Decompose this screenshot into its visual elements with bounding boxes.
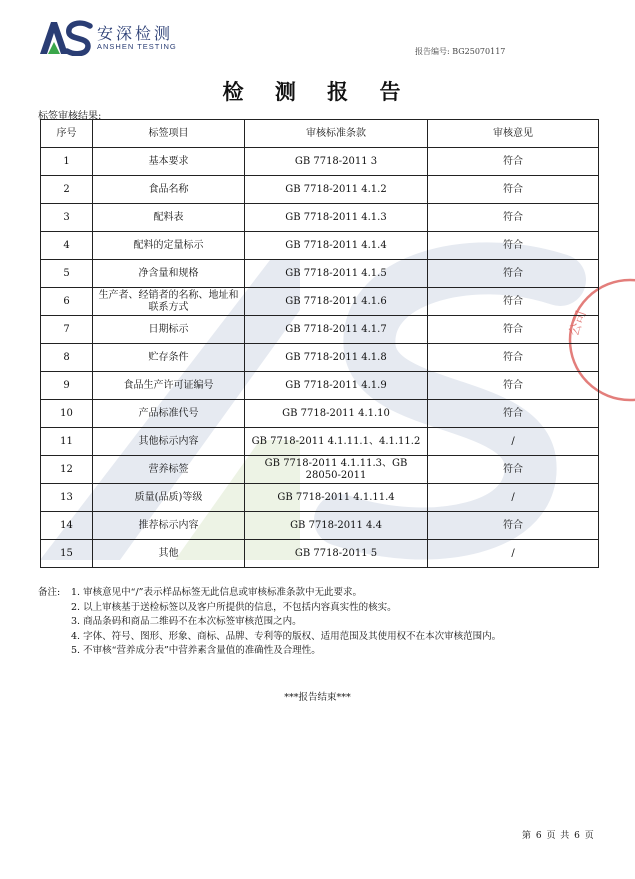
section-label: 标签审核结果:: [38, 111, 102, 122]
label-item: 配料的定量标示: [93, 232, 245, 260]
review-opinion: /: [428, 540, 599, 568]
review-opinion: 符合: [428, 232, 599, 260]
row-number: 8: [41, 344, 93, 372]
review-opinion: 符合: [428, 316, 599, 344]
review-opinion: 符合: [428, 148, 599, 176]
table-row: [41, 176, 599, 204]
column-header: 审核意见: [428, 120, 599, 148]
review-opinion: 符合: [428, 288, 599, 316]
label-item: 产品标准代号: [93, 400, 245, 428]
review-opinion: 符合: [428, 456, 599, 484]
label-item: 净含量和规格: [93, 260, 245, 288]
review-opinion: 符合: [428, 204, 599, 232]
review-opinion: 符合: [428, 176, 599, 204]
note-indent: [38, 644, 71, 659]
review-opinion: /: [428, 428, 599, 456]
standard-clause: GB 7718-2011 4.1.10: [245, 400, 428, 428]
row-number: 12: [41, 456, 93, 484]
table-row: [41, 428, 599, 456]
table-row: [41, 512, 599, 540]
review-opinion: 符合: [428, 400, 599, 428]
note-item: 3. 商品条码和商品二维码不在本次标签审核范围之内。: [71, 616, 302, 628]
report-number: 报告编号: BG25070117: [415, 47, 506, 56]
notes-section: [38, 586, 501, 659]
label-item: 其他标示内容: [93, 428, 245, 456]
standard-clause: GB 7718-2011 4.1.11.3、GB 28050-2011: [245, 456, 428, 484]
review-opinion: 符合: [428, 260, 599, 288]
row-number: 2: [41, 176, 93, 204]
report-end-marker: ***报告结束***: [284, 692, 351, 703]
row-number: 11: [41, 428, 93, 456]
standard-clause: GB 7718-2011 4.1.4: [245, 232, 428, 260]
standard-clause: GB 7718-2011 4.1.11.4: [245, 484, 428, 512]
standard-clause: GB 7718-2011 4.1.3: [245, 204, 428, 232]
label-item: 营养标签: [93, 456, 245, 484]
table-row: [41, 344, 599, 372]
notes-label: 备注:: [38, 587, 61, 598]
note-item: 4. 字体、符号、图形、形象、商标、品牌、专利等的版权、适用范围及其使用权不在本次审核范围内。: [71, 630, 502, 642]
column-header: 标签项目: [93, 120, 245, 148]
column-header: 序号: [41, 120, 93, 148]
page-number: 第 6 页 共 6 页: [522, 831, 594, 841]
table-row: [41, 316, 599, 344]
row-number: 1: [41, 148, 93, 176]
label-item: 食品名称: [93, 176, 245, 204]
table-row: [41, 456, 599, 484]
review-opinion: 符合: [428, 344, 599, 372]
column-header: 审核标准条款: [245, 120, 428, 148]
standard-clause: GB 7718-2011 4.1.6: [245, 288, 428, 316]
standard-clause: GB 7718-2011 4.1.2: [245, 176, 428, 204]
standard-clause: GB 7718-2011 4.1.9: [245, 372, 428, 400]
label-item: 日期标示: [93, 316, 245, 344]
table-row: [41, 232, 599, 260]
svg-text:公司: 公司: [566, 308, 590, 339]
review-opinion: 符合: [428, 512, 599, 540]
table-row: [41, 204, 599, 232]
row-number: 4: [41, 232, 93, 260]
row-number: 6: [41, 288, 93, 316]
label-item: 生产者、经销者的名称、地址和联系方式: [93, 288, 245, 316]
standard-clause: GB 7718-2011 3: [245, 148, 428, 176]
standard-clause: GB 7718-2011 4.1.8: [245, 344, 428, 372]
label-item: 配料表: [93, 204, 245, 232]
table-body: [41, 148, 599, 568]
table-row: [41, 148, 599, 176]
standard-clause: GB 7718-2011 4.1.5: [245, 260, 428, 288]
note-item: 5. 不审核“营养成分表”中营养素含量值的准确性及合理性。: [71, 645, 321, 657]
row-number: 3: [41, 204, 93, 232]
table-row: [41, 288, 599, 316]
table-row: [41, 372, 599, 400]
row-number: 7: [41, 316, 93, 344]
row-number: 10: [41, 400, 93, 428]
label-item: 推荐标示内容: [93, 512, 245, 540]
company-name: 安深检测: [97, 24, 174, 43]
row-number: 14: [41, 512, 93, 540]
row-number: 15: [41, 540, 93, 568]
note-item: 2. 以上审核基于送检标签以及客户所提供的信息，不包括内容真实性的核实。: [71, 601, 397, 613]
label-item: 质量(品质)等级: [93, 484, 245, 512]
standard-clause: GB 7718-2011 4.4: [245, 512, 428, 540]
standard-clause: GB 7718-2011 4.1.7: [245, 316, 428, 344]
note-indent: [38, 601, 71, 616]
company-logo-icon: [38, 20, 94, 56]
note-indent: [38, 630, 71, 645]
label-item: 基本要求: [93, 148, 245, 176]
table-row: [41, 400, 599, 428]
company-name-en: ANSHEN TESTING: [97, 42, 177, 51]
page-title: 检 测 报 告: [222, 79, 413, 104]
label-review-table: [40, 119, 599, 568]
review-opinion: 符合: [428, 372, 599, 400]
row-number: 13: [41, 484, 93, 512]
table-row: [41, 260, 599, 288]
table-row: [41, 540, 599, 568]
note-item: 1. 审核意见中“/”表示样品标签无此信息或审核标准条款中无此要求。: [71, 587, 362, 598]
label-item: 食品生产许可证编号: [93, 372, 245, 400]
note-indent: [38, 615, 71, 630]
label-item: 贮存条件: [93, 344, 245, 372]
row-number: 9: [41, 372, 93, 400]
label-item: 其他: [93, 540, 245, 568]
table-header-row: [41, 120, 599, 148]
review-opinion: /: [428, 484, 599, 512]
standard-clause: GB 7718-2011 5: [245, 540, 428, 568]
standard-clause: GB 7718-2011 4.1.11.1、4.1.11.2: [245, 428, 428, 456]
table-row: [41, 484, 599, 512]
row-number: 5: [41, 260, 93, 288]
